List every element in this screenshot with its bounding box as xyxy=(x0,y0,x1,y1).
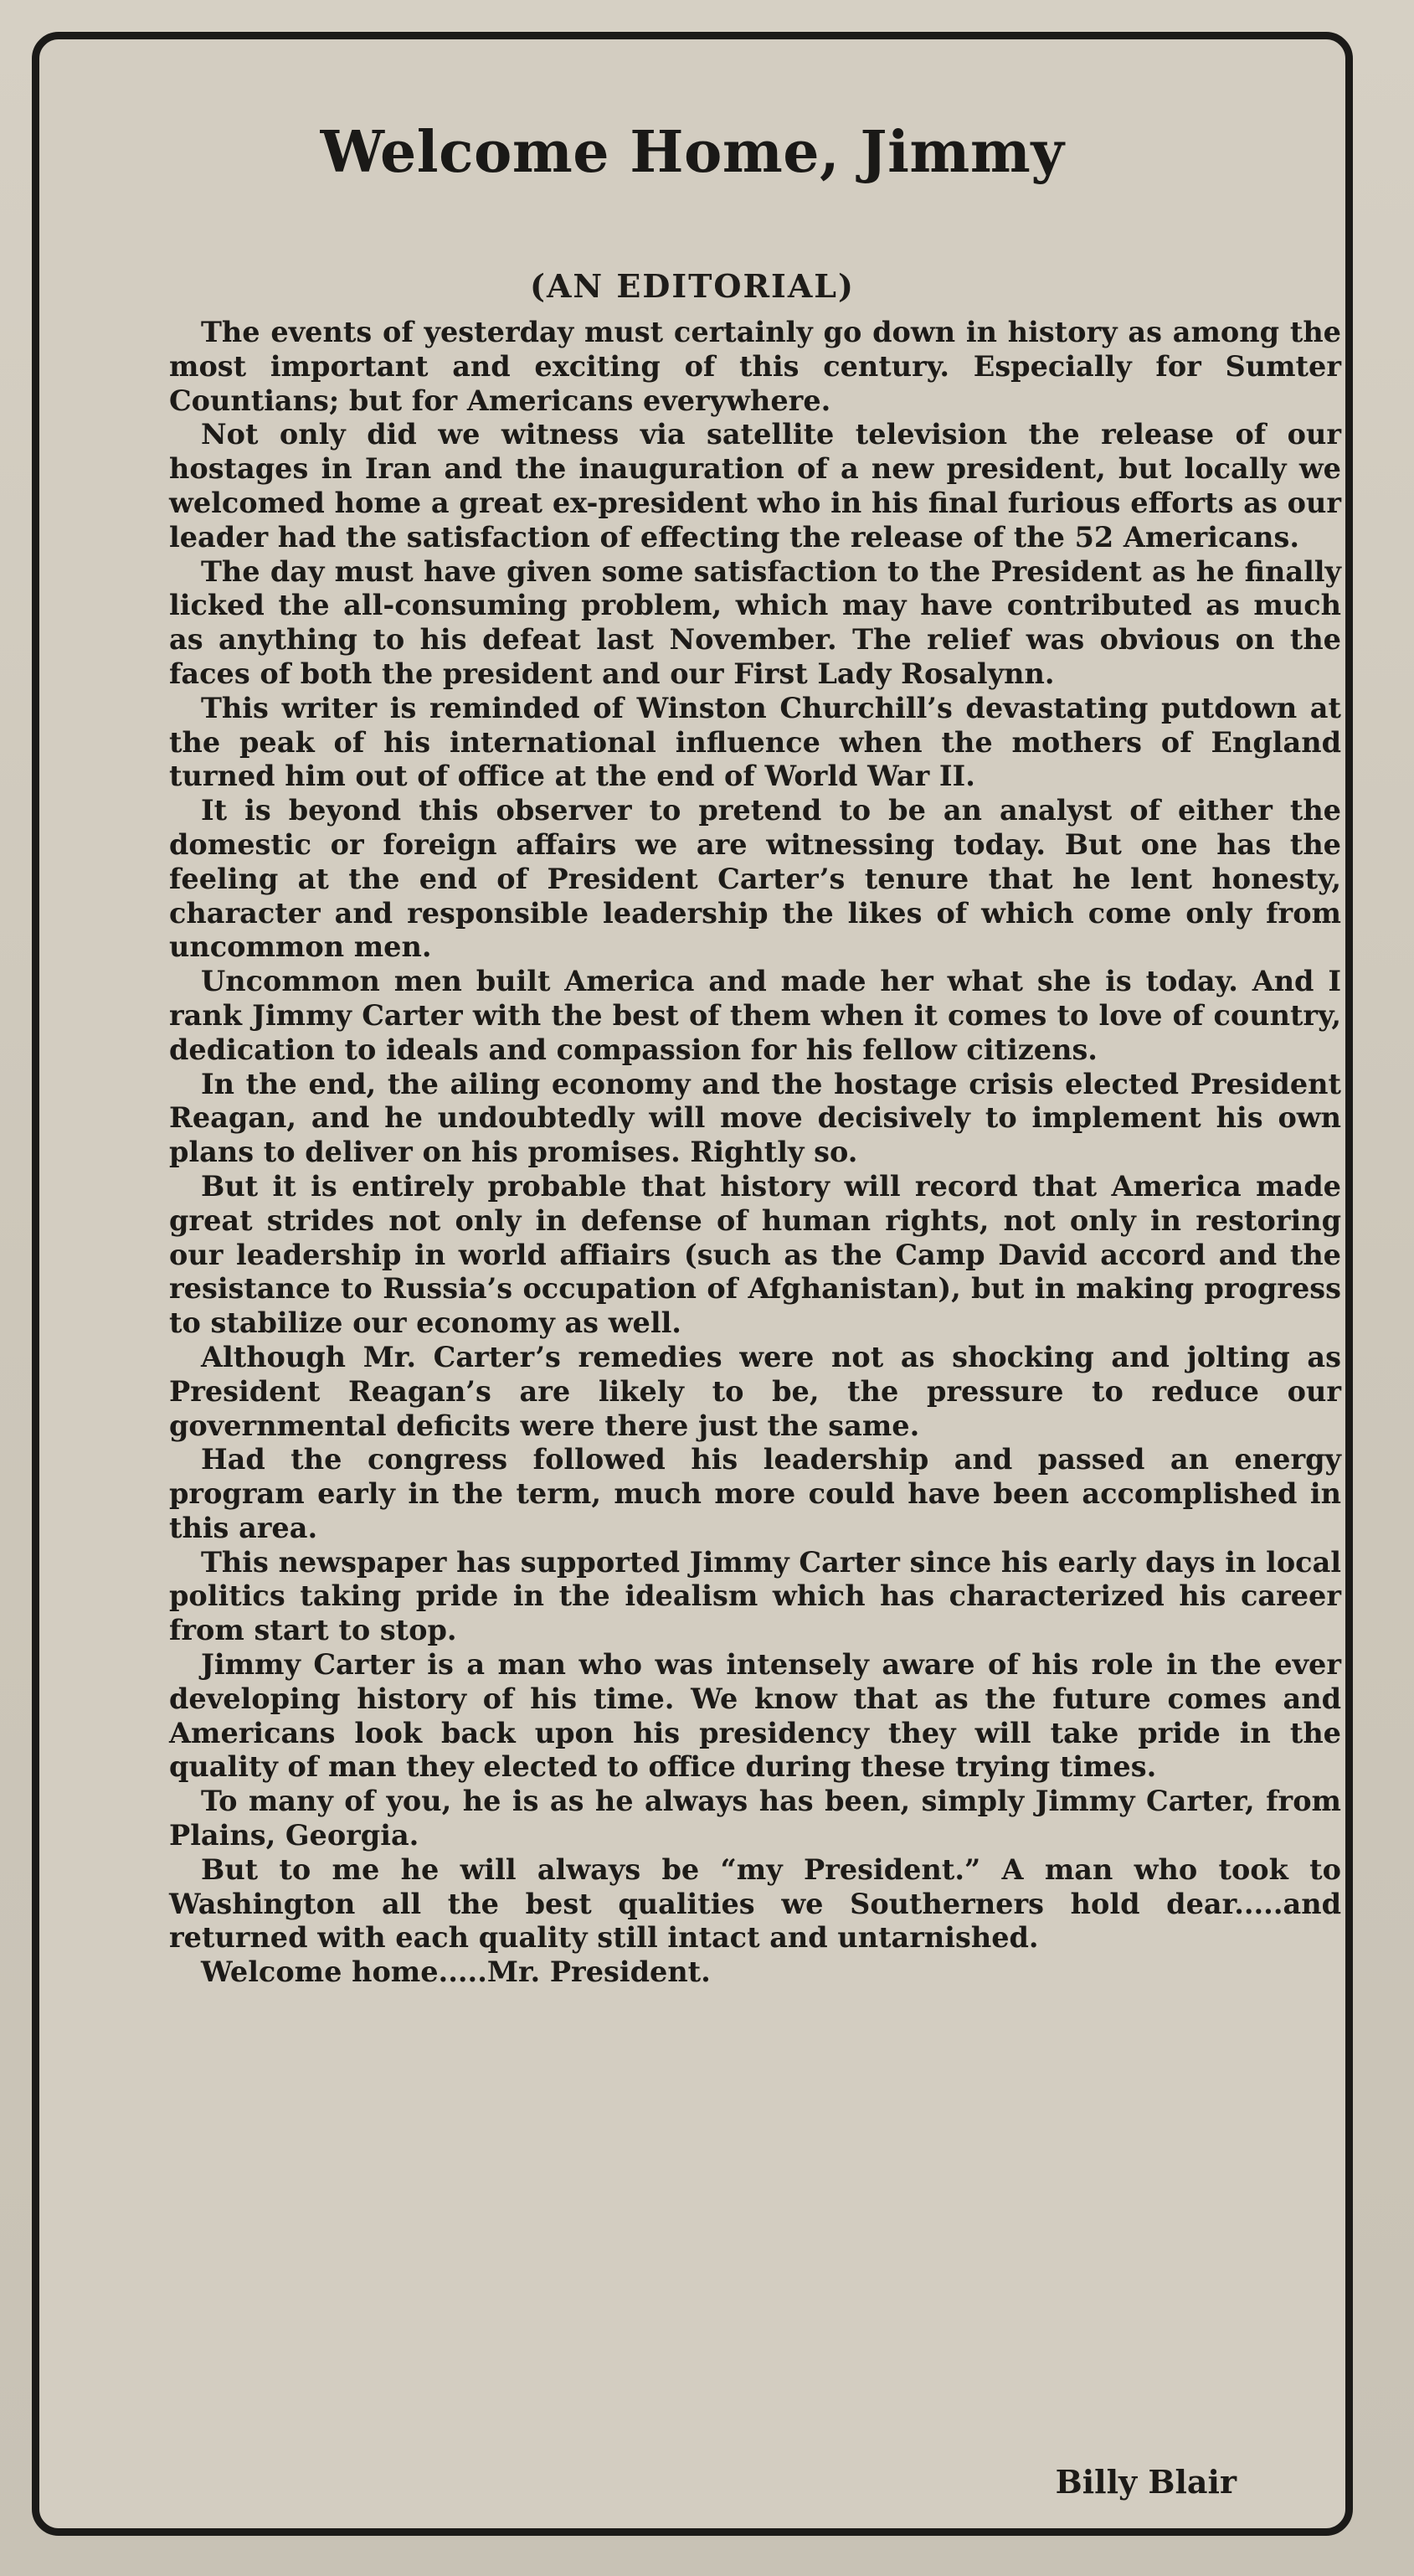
paragraph: Jimmy Carter is a man who was intensely aware of his role in the ever developing history of his time. We know that as the future comes and Americans look back upon his presidency they will take pride in the quality of man they elected to office during these trying times. xyxy=(169,1648,1341,1784)
paragraph: This writer is reminded of Winston Churchill’s devastating putdown at the peak of his international influence when the mothers of England turned him out of office at the end of World War II. xyxy=(169,691,1341,793)
paragraph: Uncommon men built America and made her what she is today. And I rank Jimmy Carter with the best of them when it comes to love of country, dedication to ideals and compassion for his fellow citizens. xyxy=(169,965,1341,1066)
subhead: (AN EDITORIAL) xyxy=(529,267,856,305)
paragraph: But to me he will always be “my President.” A man who took to Washington all the best qualities we Southerners hold dear.....and returned with each quality still intact and untarnished. xyxy=(169,1852,1341,1955)
paragraph: The events of yesterday must certainly go down in history as among the most important and exciting of this century. Especially for Sumter Countians; but for Americans everywhere. xyxy=(169,316,1341,417)
paragraph: To many of you, he is as he always has been, simply Jimmy Carter, from Plains, Georgia. xyxy=(169,1785,1341,1852)
paragraph: The day must have given some satisfaction to the President as he finally licked the all-consuming problem, which may have contributed as much as anything to his defeat last November. The relief was obvious on the faces of both the president and our First Lady Rosalynn. xyxy=(169,554,1341,690)
paragraph: Welcome home.....Mr. President. xyxy=(201,1955,711,1989)
article-body xyxy=(169,316,1341,1990)
paragraph: Not only did we witness via satellite television the release of our hostages in Iran and the inauguration of a new president, but locally we welcomed home a great ex-president who in his final furious efforts as our leader had the satisfaction of effecting the release of the 52 Americans. xyxy=(169,418,1341,554)
paragraph: This newspaper has supported Jimmy Carter since his early days in local politics taking pride in the idealism which has characterized his career from start to stop. xyxy=(169,1545,1341,1647)
author-signature: Billy Blair xyxy=(1055,2463,1237,2501)
paragraph: Had the congress followed his leadership and passed an energy program early in the term, much more could have been accomplished in this area. xyxy=(169,1443,1341,1544)
editorial-border-box xyxy=(32,32,1353,2536)
paragraph: But it is entirely probable that history will record that America made great strides not only in defense of human rights, not only in restoring our leadership in world affiairs (such as the Camp David accord and the resistance to Russia’s occupation of Afghanistan), but in making progress to stabilize our economy as well. xyxy=(169,1169,1341,1340)
paragraph: In the end, the ailing economy and the hostage crisis elected President Reagan, and he undoubtedly will move decisively to implement his own plans to deliver on his promises. Rightly so. xyxy=(169,1067,1341,1169)
headline: Welcome Home, Jimmy xyxy=(320,119,1065,186)
paragraph: It is beyond this observer to pretend to be an analyst of either the domestic or foreign affairs we are witnessing today. But one has the feeling at the end of President Carter’s tenure that he lent honesty, character and responsible leadership the likes of which come only from uncommon men. xyxy=(169,794,1341,964)
paragraph: Although Mr. Carter’s remedies were not as shocking and jolting as President Reagan’s are likely to be, the pressure to reduce our governmental deficits were there just the same. xyxy=(169,1340,1341,1442)
